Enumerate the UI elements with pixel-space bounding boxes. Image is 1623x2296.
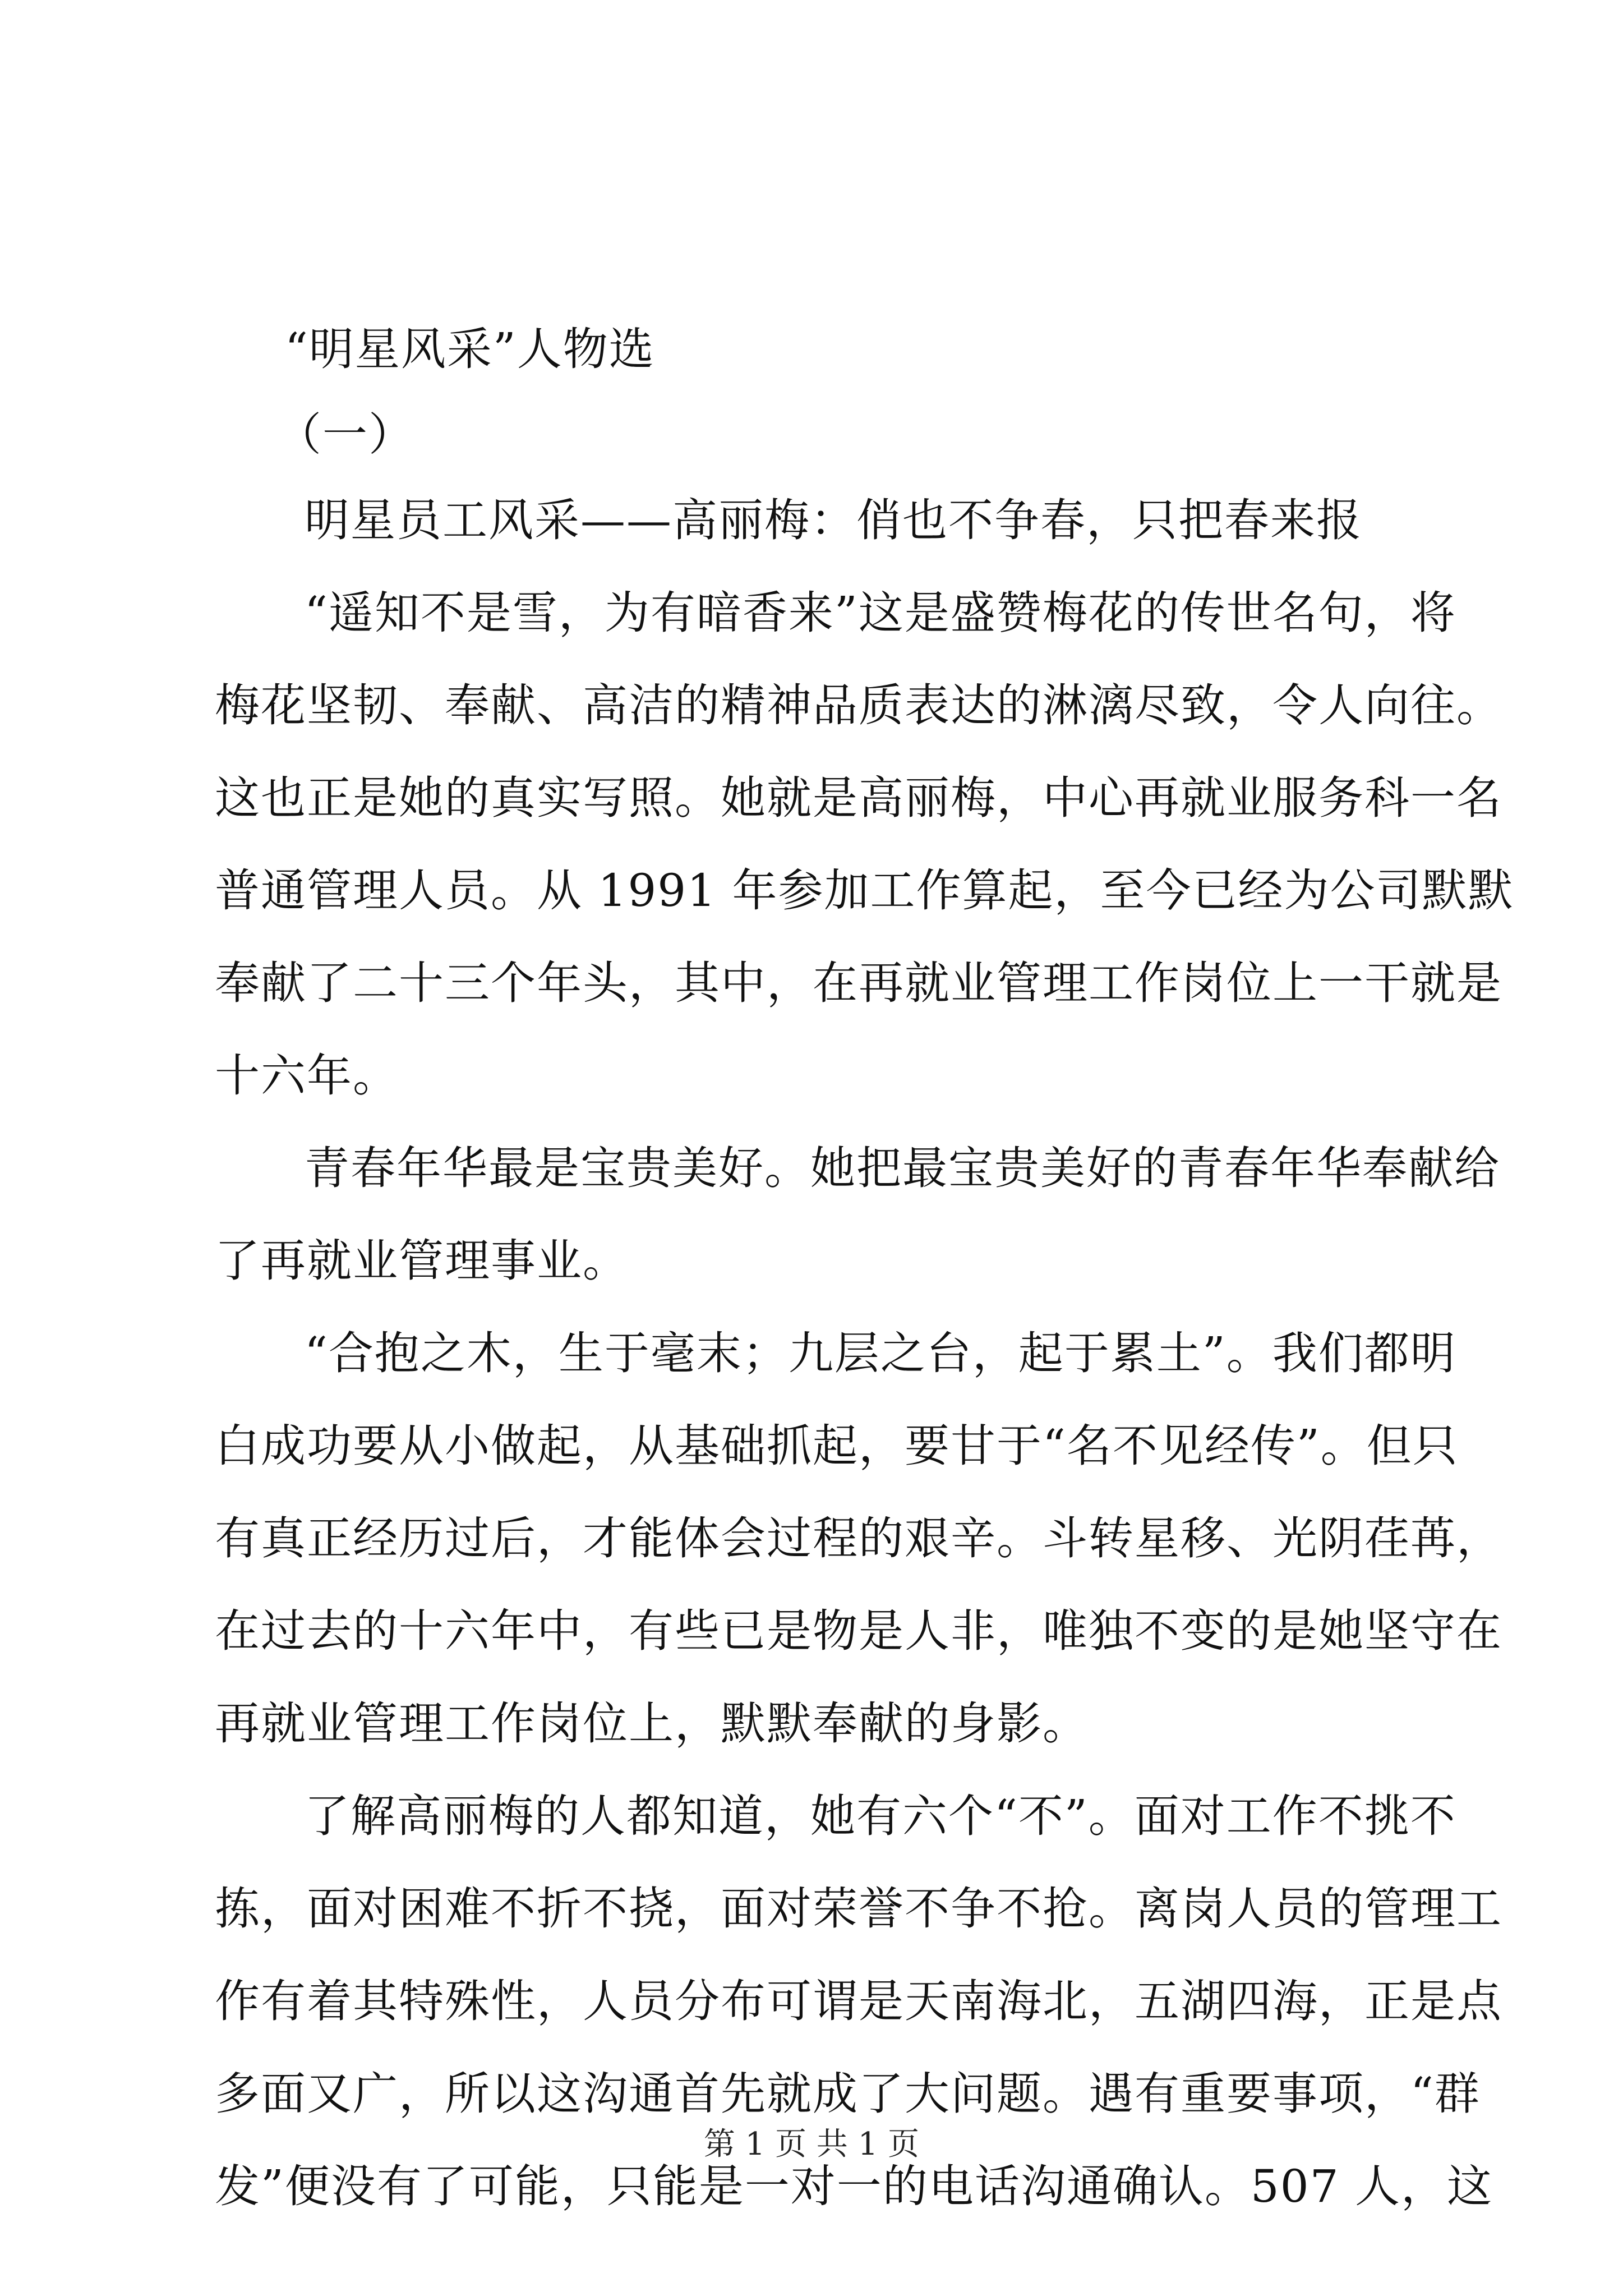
paragraph-line: 白成功要从小做起，从基础抓起，要甘于“名不见经传”。但只: [215, 1420, 1459, 1472]
paragraph-line: 再就业管理工作岗位上，默默奉献的身影。: [215, 1697, 1089, 1750]
paragraph-line: 有真正经历过后，才能体会过程的艰辛。斗转星移、光阴荏苒，: [215, 1512, 1502, 1565]
page-footer: 第 1 页 共 1 页: [703, 2126, 920, 2162]
paragraph-line: 十六年。: [215, 1050, 399, 1102]
document-body: [215, 303, 1514, 2233]
paragraph-3: [215, 1307, 1502, 1770]
paragraph-line: 青春年华最是宝贵美好。她把最宝贵美好的青春年华奉献给: [305, 1142, 1500, 1194]
paragraph-line: “遥知不是雪，为有暗香来”这是盛赞梅花的传世名句，将: [305, 587, 1456, 639]
paragraph-line: 普通管理人员。从 1991 年参加工作算起，至今已经为公司默默: [215, 864, 1514, 917]
paragraph-line: 梅花坚韧、奉献、高洁的精神品质表达的淋漓尽致，令人向往。: [215, 679, 1502, 731]
paragraph-line: 这也正是她的真实写照。她就是高丽梅，中心再就业服务科一名: [215, 772, 1502, 824]
paragraph-line: 发”便没有了可能，只能是一对一的电话沟通确认。507 人，这: [215, 2160, 1493, 2212]
article-heading: 明星员工风采——高丽梅：俏也不争春，只把春来报: [305, 494, 1362, 546]
paragraph-line: 了解高丽梅的人都知道，她有六个“不”。面对工作不挑不: [305, 1790, 1456, 1842]
paragraph-line: 了再就业管理事业。: [215, 1235, 629, 1287]
paragraph-line: 奉献了二十三个年头，其中，在再就业管理工作岗位上一干就是: [215, 957, 1502, 1009]
document-title: “明星风采”人物选: [285, 323, 655, 375]
paragraph-2: [215, 1122, 1500, 1307]
paragraph-line: 在过去的十六年中，有些已是物是人非，唯独不变的是她坚守在: [215, 1605, 1502, 1657]
paragraph-line: 作有着其特殊性，人员分布可谓是天南海北，五湖四海，正是点: [215, 1975, 1502, 2027]
paragraph-1: [215, 567, 1514, 1122]
document-subtitle: （一）: [276, 408, 414, 461]
paragraph-line: “合抱之木，生于毫末；九层之台，起于累土”。我们都明: [305, 1327, 1456, 1379]
paragraph-line: 拣，面对困难不折不挠，面对荣誉不争不抢。离岗人员的管理工: [215, 1883, 1502, 1935]
paragraph-line: 多面又广，所以这沟通首先就成了大问题。遇有重要事项，“群: [215, 2068, 1481, 2120]
